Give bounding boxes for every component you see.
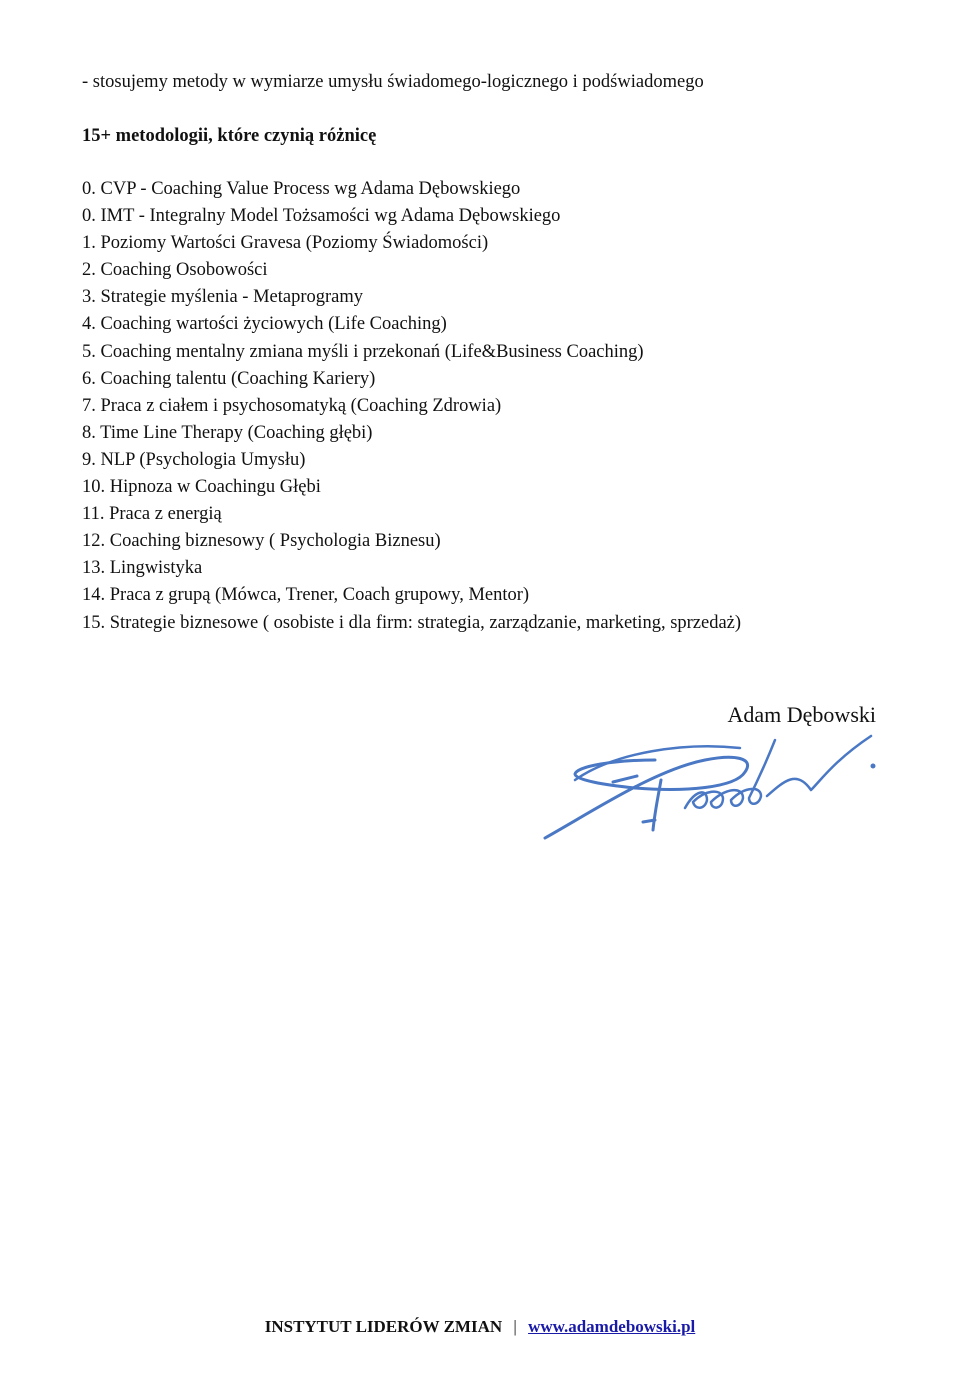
list-item: 14. Praca z grupą (Mówca, Trener, Coach grupowy, Mentor) [82, 585, 530, 606]
list-item: 5. Coaching mentalny zmiana myśli i przekonań (Life&Business Coaching) [82, 341, 644, 362]
website-link[interactable]: www.adamdebowski.pl [528, 1317, 696, 1336]
signature-stroke [767, 736, 871, 796]
signature-dot [871, 764, 876, 769]
author-name: Adam Dębowski [727, 702, 876, 727]
list-item: 3. Strategie myślenia - Metaprogramy [82, 287, 364, 308]
list-item: 0. IMT - Integralny Model Tożsamości wg Adama Dębowskiego [82, 206, 561, 227]
signature-stroke [685, 740, 775, 808]
footer [0, 1314, 960, 1340]
list-item: 9. NLP (Psychologia Umysłu) [82, 449, 306, 470]
list-item: 1. Poziomy Wartości Gravesa (Poziomy Świadomości) [82, 233, 489, 254]
list-item: 6. Coaching talentu (Coaching Kariery) [82, 368, 376, 389]
list-item: 10. Hipnoza w Coachingu Głębi [82, 477, 321, 498]
list-item: 11. Praca z energią [82, 504, 222, 525]
list-item: 12. Coaching biznesowy ( Psychologia Biznesu) [82, 531, 441, 552]
methodologies-list [82, 176, 741, 637]
intro-line: - stosujemy metody w wymiarze umysłu świadomego-logicznego i podświadomego [82, 72, 704, 92]
signature-stroke [643, 820, 655, 822]
handwritten-signature [535, 730, 885, 850]
list-item: 7. Praca z ciałem i psychosomatyką (Coaching Zdrowia) [82, 395, 502, 416]
list-item: 15. Strategie biznesowe ( osobiste i dla firm: strategia, zarządzanie, marketing, sprzedaż) [82, 612, 742, 633]
list-item: 8. Time Line Therapy (Coaching głębi) [82, 422, 373, 443]
signature-stroke [653, 780, 661, 830]
methodologies-heading: 15+ metodologii, które czynią różnicę [82, 126, 377, 146]
list-item: 0. CVP - Coaching Value Process wg Adama Dębowskiego [82, 179, 521, 199]
list-item: 13. Lingwistyka [82, 558, 203, 579]
footer-institute-name: INSTYTUT LIDERÓW ZMIAN [264, 1317, 503, 1336]
signature-stroke [613, 776, 637, 782]
list-item: 2. Coaching Osobowości [82, 260, 268, 281]
footer-separator: | [513, 1317, 517, 1336]
list-item: 4. Coaching wartości życiowych (Life Coaching) [82, 314, 447, 335]
